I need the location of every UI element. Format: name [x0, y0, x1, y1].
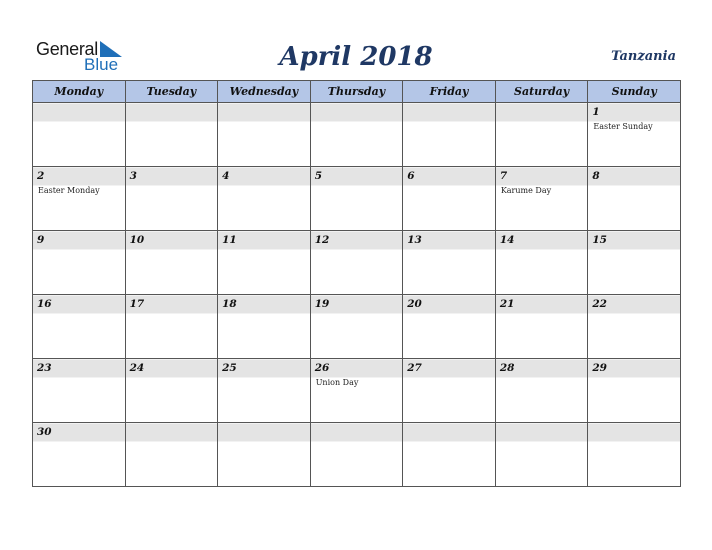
day-cell [310, 103, 403, 167]
weekday-header: Tuesday [125, 81, 218, 103]
week-row [33, 231, 681, 295]
day-number: 10 [129, 234, 145, 246]
day-cell [218, 231, 311, 295]
day-cell [588, 231, 681, 295]
weekday-header: Friday [403, 81, 496, 103]
day-cell [33, 359, 126, 423]
day-cell [125, 423, 218, 487]
day-cell [33, 167, 126, 231]
day-number [126, 423, 218, 441]
day-cell [218, 423, 311, 487]
weekday-header: Monday [33, 81, 126, 103]
calendar-body [33, 103, 681, 487]
day-cell [125, 103, 218, 167]
week-row [33, 103, 681, 167]
day-number: 27 [407, 362, 422, 374]
week-row [33, 295, 681, 359]
day-number: 19 [314, 298, 330, 310]
day-number [496, 423, 588, 441]
day-number [311, 423, 403, 441]
day-number: 9 [37, 234, 45, 246]
day-cell [588, 167, 681, 231]
logo-text-blue: Blue [84, 55, 119, 74]
weekday-header: Sunday [588, 81, 681, 103]
weekday-header: Thursday [310, 81, 403, 103]
day-cell [310, 295, 403, 359]
day-cell [33, 423, 126, 487]
day-number: 5 [314, 170, 322, 182]
day-cell [310, 167, 403, 231]
week-row [33, 359, 681, 423]
day-number: 20 [407, 298, 422, 310]
day-cell [218, 359, 311, 423]
day-number [218, 103, 310, 121]
day-cell [218, 103, 311, 167]
day-number [588, 423, 680, 441]
holiday-label: Union Day [315, 378, 359, 387]
day-number: 18 [222, 298, 237, 310]
day-number: 2 [37, 170, 45, 182]
day-cell [403, 103, 496, 167]
day-number: 21 [499, 298, 515, 310]
day-number: 24 [129, 362, 145, 374]
day-number: 17 [129, 298, 145, 310]
day-cell [310, 231, 403, 295]
day-number [33, 103, 125, 121]
day-cell [310, 359, 403, 423]
day-number: 29 [592, 362, 607, 374]
day-number: 14 [499, 234, 515, 246]
day-cell [33, 103, 126, 167]
day-number: 7 [499, 170, 508, 182]
day-number: 28 [499, 362, 515, 374]
day-cell [403, 167, 496, 231]
day-cell [588, 359, 681, 423]
day-cell [403, 231, 496, 295]
day-number [126, 103, 218, 121]
day-cell [588, 423, 681, 487]
day-cell [588, 103, 681, 167]
day-cell [125, 295, 218, 359]
day-cell [218, 167, 311, 231]
day-cell [588, 295, 681, 359]
day-number: 12 [314, 234, 330, 246]
day-cell [495, 167, 588, 231]
day-number: 22 [592, 298, 607, 310]
day-cell [495, 295, 588, 359]
weekday-header: Saturday [495, 81, 588, 103]
country-label: Tanzania [611, 49, 676, 64]
day-number [496, 103, 588, 121]
day-number: 26 [314, 362, 330, 374]
calendar-title: April 2018 [279, 42, 433, 72]
day-cell [33, 295, 126, 359]
day-number [403, 103, 495, 121]
day-cell [403, 423, 496, 487]
day-number: 4 [222, 170, 230, 182]
day-cell [125, 231, 218, 295]
day-number: 30 [37, 426, 52, 438]
day-number: 23 [37, 362, 52, 374]
day-cell [403, 359, 496, 423]
day-cell [125, 167, 218, 231]
weekday-header: Wednesday [218, 81, 311, 103]
day-number: 6 [407, 170, 415, 182]
day-cell [403, 295, 496, 359]
day-number [311, 103, 403, 121]
day-number [403, 423, 495, 441]
day-cell [495, 231, 588, 295]
day-number: 3 [129, 170, 137, 182]
day-number: 8 [592, 170, 600, 182]
generalblue-logo [36, 40, 136, 74]
day-cell [33, 231, 126, 295]
day-cell [495, 423, 588, 487]
holiday-label: Karume Day [500, 186, 552, 195]
holiday-label: Easter Monday [38, 186, 100, 195]
day-cell [218, 295, 311, 359]
holiday-label: Easter Sunday [593, 122, 653, 131]
day-cell [495, 103, 588, 167]
day-cell [125, 359, 218, 423]
day-number: 25 [222, 362, 237, 374]
day-number: 15 [592, 234, 607, 246]
calendar-grid [32, 80, 681, 487]
day-number: 13 [407, 234, 422, 246]
day-cell [310, 423, 403, 487]
logo-text-general: General [36, 39, 98, 59]
day-number: 16 [37, 298, 52, 310]
week-row [33, 167, 681, 231]
day-number [218, 423, 310, 441]
day-cell [495, 359, 588, 423]
day-number: 11 [222, 234, 237, 246]
week-row [33, 423, 681, 487]
weekday-header-row [33, 81, 681, 103]
day-number: 1 [592, 106, 600, 118]
